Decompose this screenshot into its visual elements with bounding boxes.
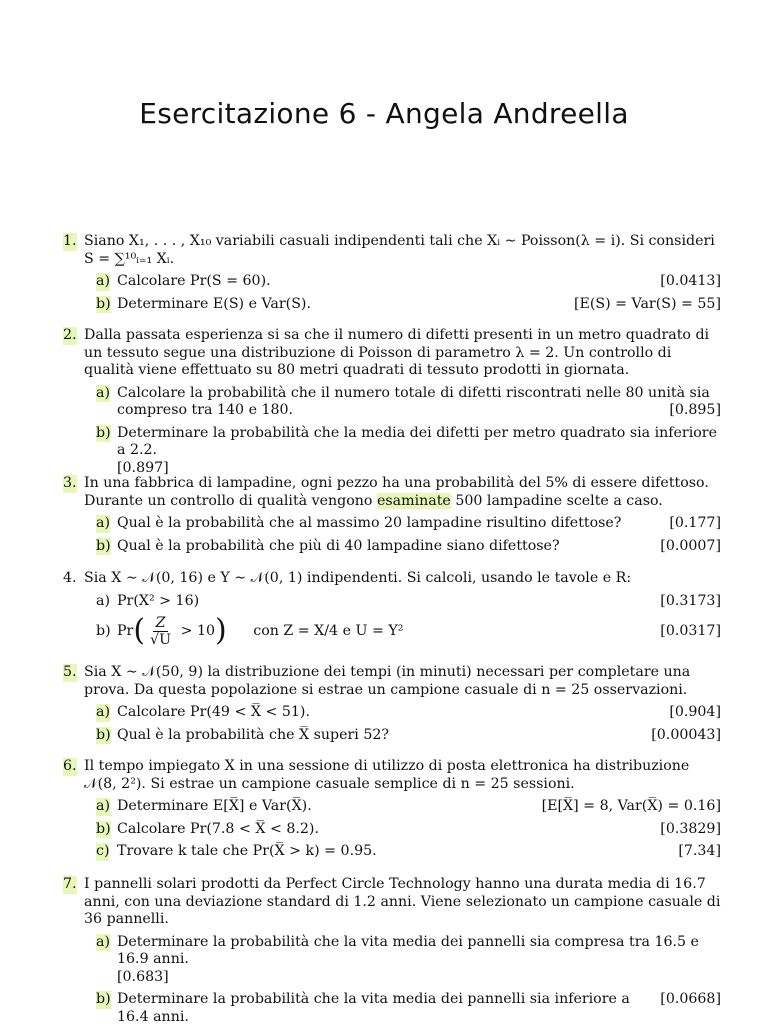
answer: [0.0413] xyxy=(660,273,721,289)
answer: [7.34] xyxy=(678,843,721,859)
subquestion-b xyxy=(84,538,721,556)
subquestion-a xyxy=(84,385,721,420)
answer: [0.3173] xyxy=(660,592,721,609)
document-title: Esercitazione 6 - Angela Andreella xyxy=(139,97,629,130)
subquestion-text: Determinare E[X̅] e Var(X̅). xyxy=(117,798,312,814)
exercise-text: I pannelli solari prodotti da Perfect Circle Technology hanno una durata media di 16.7 anni, con una deviazione standard di 1.2 anni. Viene selezionato un campione casuale di 36 pannelli. xyxy=(84,876,721,927)
answer: [0.895] xyxy=(669,402,721,418)
subquestion-label: c) xyxy=(96,843,110,859)
subquestion-label: b) xyxy=(96,726,111,743)
exercise-6 xyxy=(63,758,721,861)
exercise-1 xyxy=(63,233,721,313)
exercise-3 xyxy=(63,475,721,555)
subquestion-label: b) xyxy=(96,991,111,1007)
exercise-text: Dalla passata esperienza si sa che il numero di difetti presenti in un metro quadrato di un tessuto segue una distribuzione di Poisson di parametro λ = 2. Un controllo di qualità viene effettuato su 80 metri quadrati di tessuto prodotti in giornata. xyxy=(84,327,710,378)
subquestion-text: Calcolare Pr(S = 60). xyxy=(117,273,271,289)
answer: [0.897] xyxy=(117,459,169,476)
subquestion-b xyxy=(84,614,721,648)
subquestion-text: Qual è la probabilità che X̅ superi 52? xyxy=(117,726,389,743)
subquestion-text: Qual è la probabilità che al massimo 20 lampadine risultino difettose? xyxy=(117,515,622,531)
exercise-text: Siano X₁, . . . , X₁₀ variabili casuali indipendenti tali che Xᵢ ∼ Poisson(λ = i). Si consideri S = ∑¹⁰ᵢ₌₁ Xᵢ. xyxy=(84,233,715,267)
subquestion-a xyxy=(84,704,721,722)
subquestion-text: Calcolare Pr(7.8 < X̅ < 8.2). xyxy=(117,820,319,837)
fraction xyxy=(147,615,174,648)
exercise-2 xyxy=(63,327,721,477)
answer: [E[X̅] = 8, Var(X̅) = 0.16] xyxy=(541,798,721,814)
subquestion-text: Determinare la probabilità che la vita media dei pannelli sia inferiore a 16.4 anni. xyxy=(117,991,630,1025)
answer: [0.3829] xyxy=(660,820,721,837)
answer: [0.0007] xyxy=(660,537,721,554)
subquestion-label: a) xyxy=(96,933,110,950)
subquestion-text: Calcolare la probabilità che il numero totale di difetti riscontrati nelle 80 unità sia compreso tra 140 e 180. xyxy=(117,384,710,418)
subquestion-text: Pr(X² > 16) xyxy=(117,592,200,609)
exercise-number: 1. xyxy=(63,233,77,249)
answer: [0.904] xyxy=(669,704,721,720)
answer: [0.177] xyxy=(669,515,721,531)
subquestion-text: Determinare E(S) e Var(S). xyxy=(117,295,311,312)
answer: [0.0317] xyxy=(660,623,721,639)
exercise-number: 7. xyxy=(63,876,77,892)
subquestion-label: b) xyxy=(96,295,111,312)
subquestion-b xyxy=(84,296,721,314)
probability-expression: Pr( $\frac{Z}{√U}$ > 10) xyxy=(117,613,227,648)
exercise-text: Sia X ∼ 𝒩(0, 16) e Y ∼ 𝒩(0, 1) indipendenti. Si calcoli, usando le tavole e R: xyxy=(84,570,632,586)
exercise-4 xyxy=(63,570,721,648)
subquestion-b xyxy=(84,727,721,745)
exercise-number: 6. xyxy=(63,758,77,774)
subquestion-text: Calcolare Pr(49 < X̅ < 51). xyxy=(117,704,310,720)
subquestion-label: a) xyxy=(96,592,110,609)
subquestion-label: a) xyxy=(96,798,110,814)
subquestion-label: b) xyxy=(96,623,111,639)
subquestion-a xyxy=(84,593,721,611)
subquestion-b xyxy=(84,425,721,478)
subquestion-a xyxy=(84,273,721,291)
exercise-text xyxy=(84,475,721,510)
subquestion-text: Qual è la probabilità che più di 40 lampadine siano difettose? xyxy=(117,537,560,554)
exercise-text: Il tempo impiegato X in una sessione di utilizzo di posta elettronica ha distribuzione 𝒩(8, 2²). Si estrae un campione casuale semplice di n = 25 sessioni. xyxy=(84,758,690,792)
exercise-number: 5. xyxy=(63,664,77,680)
subquestion-c xyxy=(84,843,721,861)
subquestion-label: a) xyxy=(96,704,110,720)
answer: [0.683] xyxy=(117,968,169,985)
exercise-text-part: 500 lampadine scelte a caso. xyxy=(450,492,663,509)
pr-symbol: Pr xyxy=(117,623,134,639)
answer: [0.0668] xyxy=(660,991,721,1007)
subquestion-text: Determinare la probabilità che la vita media dei pannelli sia compresa tra 16.5 e 16.9 anni. xyxy=(117,933,699,967)
subquestion-text: Trovare k tale che Pr(X̅ > k) = 0.95. xyxy=(117,843,377,859)
answer: [E(S) = Var(S) = 55] xyxy=(573,295,721,312)
highlighted-word: esaminate xyxy=(376,492,451,509)
exercise-number: 4. xyxy=(63,570,77,586)
subquestion-text: Determinare la probabilità che la media dei difetti per metro quadrato sia inferiore a 2.2. xyxy=(117,424,717,458)
subquestion-label: b) xyxy=(96,424,111,441)
condition-text: con Z = X/4 e U = Y² xyxy=(253,623,404,639)
exercise-7 xyxy=(63,876,721,1026)
subquestion-label: a) xyxy=(96,515,110,531)
inequality: > 10 xyxy=(180,623,216,639)
exercise-number: 3. xyxy=(63,475,77,491)
subquestion-b xyxy=(84,821,721,839)
exercise-5 xyxy=(63,664,721,744)
subquestion-a xyxy=(84,798,721,816)
fraction-denominator: √U xyxy=(150,631,172,648)
exercise-text: Sia X ∼ 𝒩(50, 9) la distribuzione dei tempi (in minuti) necessari per completare una prova. Da questa popolazione si estrae un campione casuale di n = 25 osservazioni. xyxy=(84,664,691,698)
subquestion-a xyxy=(84,934,721,987)
subquestion-label: a) xyxy=(96,384,110,401)
answer: [0.00043] xyxy=(651,726,721,743)
exercise-number: 2. xyxy=(63,327,77,343)
subquestion-b xyxy=(84,991,721,1026)
subquestion-label: a) xyxy=(96,273,110,289)
subquestion-label: b) xyxy=(96,537,111,554)
subquestion-a xyxy=(84,515,721,533)
subquestion-label: b) xyxy=(96,820,111,837)
fraction-numerator: Z xyxy=(153,615,169,632)
exercise-text-part: In una fabbrica di lampadine, ogni pezzo ha una probabilità del 5% di essere difettoso. Durante un controllo di qualità vengono xyxy=(84,475,709,509)
